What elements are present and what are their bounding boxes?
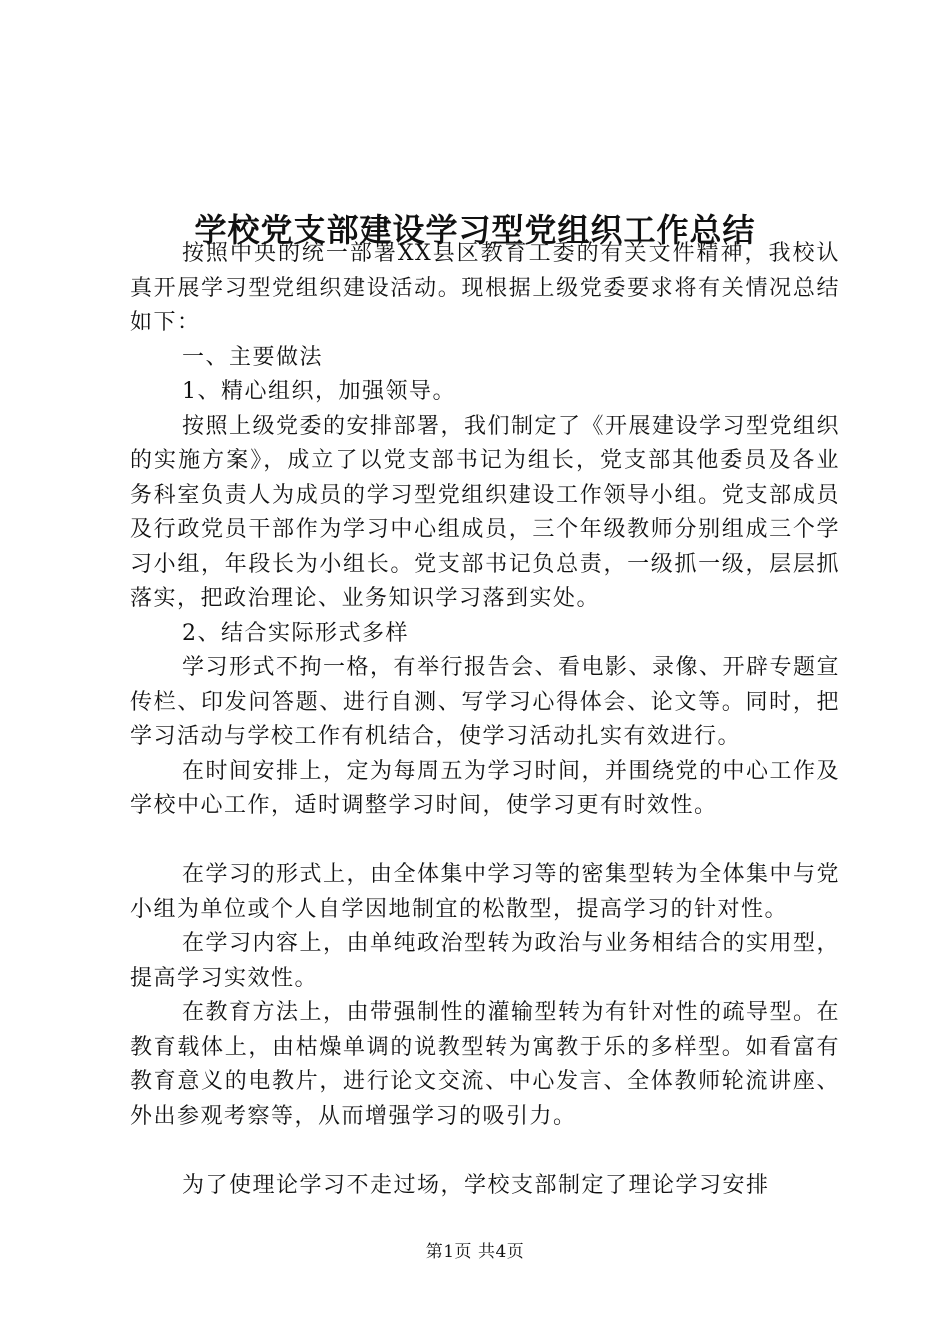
paragraph-study-form: 在学习的形式上，由全体集中学习等的密集型转为全体集中与党小组为单位或个人自学因地制宜的松散型，提高学习的针对性。 [130,862,841,922]
paragraph-theory-study: 为了使理论学习不走过场，学校支部制定了理论学习安排 [182,1172,770,1198]
paragraph-forms: 学习形式不拘一格，有举行报告会、看电影、录像、开辟专题宣传栏、印发问答题、进行自测、写学习心得体会、论文等。同时，把学习活动与学校工作有机结合，使学习活动扎实有效进行。 [130,655,841,749]
paragraph-intro: 按照中央的统一部署XX县区教育工委的有关文件精神，我校认真开展学习型党组织建设活动。现根据上级党委要求将有关情况总结如下： [130,241,840,335]
document-title: 学校党支部建设学习型党组织工作总结 [194,211,756,250]
subheading-organization: 1、精心组织，加强领导。 [182,379,456,404]
paragraph-organization: 按照上级党委的安排部署，我们制定了《开展建设学习型党组织的实施方案》，成立了以党支部书记为组长，党支部其他委员及各业务科室负责人为成员的学习型党组织建设工作领导小组。党支部成员及行政党员干部作为学习中心组成员，三个年级教师分别组成三个学习小组，年段长为小组长。党支部书记负总责，一级抓一级，层层抓落实，把政治理论、业务知识学习落到实处。 [130,413,841,611]
page-number: 第1页 共4页 [425,1242,525,1262]
paragraph-time-arrangement: 在时间安排上，定为每周五为学习时间，并围绕党的中心工作及学校中心工作，适时调整学习时间，使学习更有时效性。 [130,758,841,818]
section-heading-main-practices: 一、主要做法 [182,344,324,370]
paragraph-study-content: 在学习内容上，由单纯政治型转为政治与业务相结合的实用型，提高学习实效性。 [130,931,841,991]
document-body [130,237,840,1203]
paragraph-education-method: 在教育方法上，由带强制性的灌输型转为有针对性的疏导型。在教育载体上，由枯燥单调的说教型转为寓教于乐的多样型。如看富有教育意义的电教片，进行论文交流、中心发言、全体教师轮流讲座、外出参观考察等，从而增强学习的吸引力。 [130,1000,841,1129]
subheading-forms: 2、结合实际形式多样 [182,620,409,646]
